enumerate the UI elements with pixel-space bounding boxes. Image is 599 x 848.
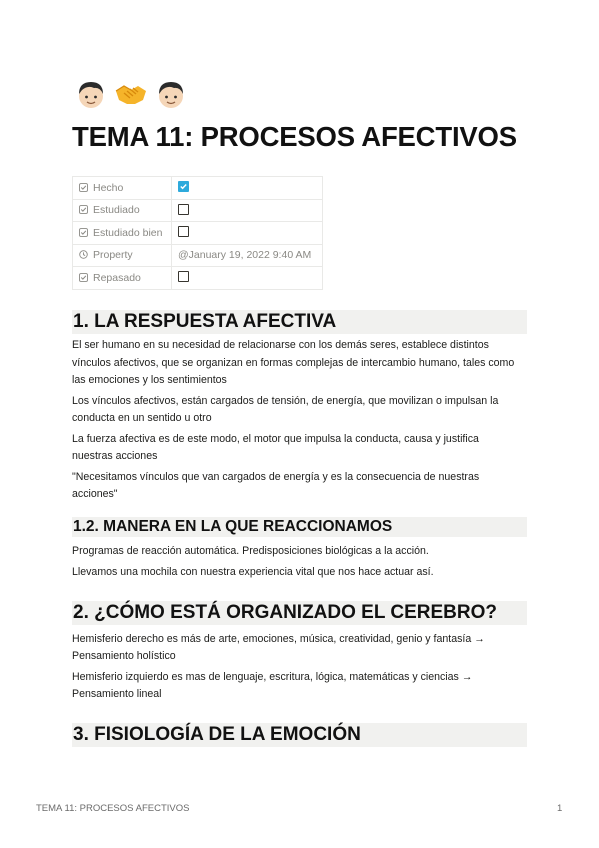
paragraph-line: vínculos afectivos, que se organizan en formas complejas de intercambio humano, tales como bbox=[72, 357, 515, 369]
property-row-repasado bbox=[73, 267, 323, 290]
property-label: Repasado bbox=[93, 271, 141, 284]
paragraph-line: Los vínculos afectivos, están cargados de tensión, de energía, que movilizan o impulsan la bbox=[72, 395, 499, 407]
paragraph-line: El ser humano en su necesidad de relacionarse con los demás seres, establece distintos bbox=[72, 339, 489, 351]
paragraph-line: Pensamiento lineal bbox=[72, 688, 162, 700]
property-row-property bbox=[73, 244, 323, 267]
property-key bbox=[73, 199, 172, 222]
property-label: Estudiado bien bbox=[93, 226, 163, 239]
paragraph-line: Llevamos una mochila con nuestra experiencia vital que nos hace actuar así. bbox=[72, 566, 434, 578]
paragraph-line: Pensamiento holístico bbox=[72, 650, 176, 662]
handshake-icon bbox=[113, 76, 149, 112]
paragraph-line: las emociones y los sentimientos bbox=[72, 374, 227, 386]
clock-property-icon bbox=[79, 250, 88, 259]
properties-table bbox=[72, 176, 323, 290]
property-label: Estudiado bbox=[93, 204, 140, 217]
hecho-checkbox[interactable] bbox=[178, 181, 189, 192]
property-value[interactable] bbox=[172, 267, 323, 290]
property-row-hecho bbox=[73, 177, 323, 200]
property-value[interactable] bbox=[172, 177, 323, 200]
footer-title: TEMA 11: PROCESOS AFECTIVOS bbox=[36, 803, 190, 814]
checkbox-property-icon bbox=[79, 205, 88, 214]
section-heading-2: 2. ¿CÓMO ESTÁ ORGANIZADO EL CEREBRO? bbox=[72, 601, 527, 625]
property-label: Hecho bbox=[93, 181, 124, 194]
paragraph-line: La fuerza afectiva es de este modo, el motor que impulsa la conducta, causa y justifica bbox=[72, 433, 479, 445]
section-heading-1: 1. LA RESPUESTA AFECTIVA bbox=[72, 310, 527, 334]
estudiado-bien-checkbox[interactable] bbox=[178, 226, 189, 237]
paragraph-line: Programas de reacción automática. Predisposiciones biológicas a la acción. bbox=[72, 545, 429, 557]
checkbox-property-icon bbox=[79, 183, 88, 192]
repasado-checkbox[interactable] bbox=[178, 271, 189, 282]
paragraph-line: "Necesitamos vínculos que van cargados de energía y es la consecuencia de nuestras bbox=[72, 471, 480, 483]
property-key bbox=[73, 244, 172, 267]
estudiado-checkbox[interactable] bbox=[178, 204, 189, 215]
property-label: Property bbox=[93, 249, 133, 262]
person-face-icon bbox=[153, 76, 189, 112]
page-number: 1 bbox=[557, 803, 563, 814]
property-date-value[interactable]: @January 19, 2022 9:40 AM bbox=[172, 244, 323, 267]
section-heading-3: 3. FISIOLOGÍA DE LA EMOCIÓN bbox=[72, 723, 527, 747]
paragraph-line: nuestras acciones bbox=[72, 450, 158, 462]
property-row-estudiado bbox=[73, 199, 323, 222]
property-key bbox=[73, 267, 172, 290]
property-key bbox=[73, 222, 172, 245]
paragraph-line: conducta en un sentido u otro bbox=[72, 412, 212, 424]
property-value[interactable] bbox=[172, 222, 323, 245]
property-row-estudiado-bien bbox=[73, 222, 323, 245]
paragraph-line: acciones" bbox=[72, 488, 118, 500]
paragraph-line: Hemisferio derecho es más de arte, emociones, música, creatividad, genio y fantasía → bbox=[72, 633, 485, 645]
checkbox-property-icon bbox=[79, 228, 88, 237]
property-value[interactable] bbox=[172, 199, 323, 222]
person-face-icon bbox=[73, 76, 109, 112]
page-icon bbox=[73, 76, 189, 116]
property-key bbox=[73, 177, 172, 200]
page-title: TEMA 11: PROCESOS AFECTIVOS bbox=[72, 121, 517, 152]
checkbox-property-icon bbox=[79, 273, 88, 282]
paragraph-line: Hemisferio izquierdo es mas de lenguaje, escritura, lógica, matemáticas y ciencias → bbox=[72, 671, 473, 683]
section-heading-1-2: 1.2. MANERA EN LA QUE REACCIONAMOS bbox=[72, 517, 527, 537]
